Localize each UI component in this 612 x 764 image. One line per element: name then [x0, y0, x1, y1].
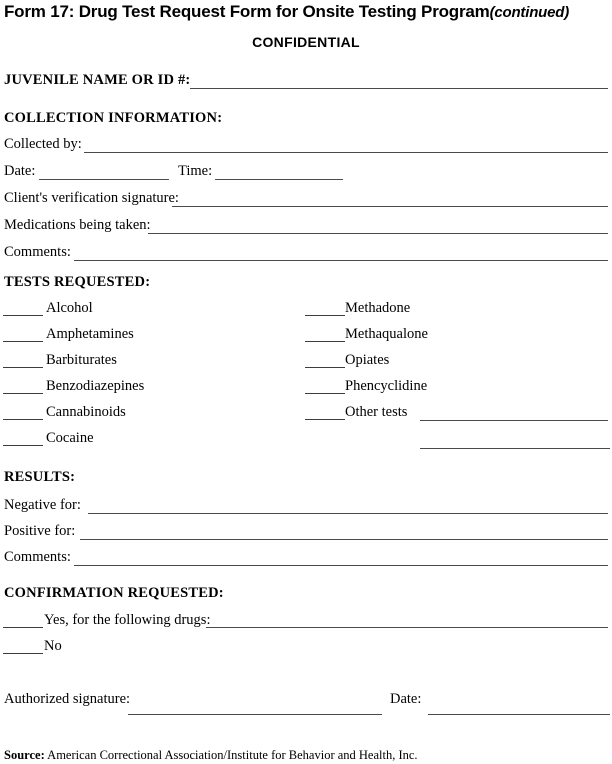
tests-requested-heading: TESTS REQUESTED:	[4, 274, 151, 290]
client-verification-signature-input[interactable]	[172, 206, 608, 207]
test-label-cocaine: Cocaine	[46, 430, 94, 446]
positive-for-input[interactable]	[80, 539, 608, 540]
test-label-benzodiazepines: Benzodiazepines	[46, 378, 145, 394]
medications-label: Medications being taken:	[4, 217, 151, 233]
juvenile-name-input[interactable]	[190, 88, 608, 89]
negative-for-label: Negative for:	[4, 497, 81, 513]
test-checkbox-phencyclidine[interactable]	[305, 393, 345, 394]
source-note	[4, 748, 418, 763]
results-comments-label: Comments:	[4, 549, 71, 565]
confirmation-requested-heading: CONFIRMATION REQUESTED:	[4, 585, 224, 601]
test-checkbox-methadone[interactable]	[305, 315, 345, 316]
test-checkbox-opiates[interactable]	[305, 367, 345, 368]
source-prefix: Source:	[4, 748, 45, 762]
test-label-amphetamines: Amphetamines	[46, 326, 134, 342]
collection-time-label: Time:	[178, 163, 213, 179]
test-label-opiates: Opiates	[345, 352, 390, 368]
confirmation-label-no: No	[44, 638, 62, 654]
results-comments-input[interactable]	[74, 565, 608, 566]
collected-by-label: Collected by:	[4, 136, 82, 152]
test-label-barbiturates: Barbiturates	[46, 352, 117, 368]
authorized-signature-input[interactable]	[128, 714, 382, 715]
other-tests-input-2[interactable]	[420, 448, 610, 449]
confirmation-label-yes: Yes, for the following drugs:	[44, 612, 211, 628]
test-label-cannabinoids: Cannabinoids	[46, 404, 126, 420]
form-title-text: Form 17: Drug Test Request Form for Onsite Testing Program	[4, 2, 490, 21]
source-text: American Correctional Association/Institute for Behavior and Health, Inc.	[44, 748, 418, 762]
confirmation-checkbox-no[interactable]	[3, 653, 43, 654]
test-label-methaqualone: Methaqualone	[345, 326, 428, 342]
test-label-methadone: Methadone	[345, 300, 411, 316]
test-label-phencyclidine: Phencyclidine	[345, 378, 428, 394]
confirmation-drugs-input[interactable]	[206, 627, 608, 628]
negative-for-input[interactable]	[88, 513, 608, 514]
test-label-other-tests: Other tests	[345, 404, 408, 420]
juvenile-name-label: JUVENILE NAME OR ID #:	[4, 72, 191, 88]
test-checkbox-other-tests[interactable]	[305, 419, 345, 420]
other-tests-input-1[interactable]	[420, 420, 608, 421]
results-heading: RESULTS:	[4, 469, 76, 485]
test-checkbox-cocaine[interactable]	[3, 445, 43, 446]
collected-by-input[interactable]	[84, 152, 608, 153]
collection-date-label: Date:	[4, 163, 36, 179]
test-checkbox-benzodiazepines[interactable]	[3, 393, 43, 394]
test-label-alcohol: Alcohol	[46, 300, 93, 316]
test-checkbox-cannabinoids[interactable]	[3, 419, 43, 420]
collection-time-input[interactable]	[215, 179, 343, 180]
authorization-date-input[interactable]	[428, 714, 610, 715]
page-title	[4, 2, 608, 22]
test-checkbox-barbiturates[interactable]	[3, 367, 43, 368]
collection-information-heading: COLLECTION INFORMATION:	[4, 110, 223, 126]
positive-for-label: Positive for:	[4, 523, 76, 539]
collection-comments-input[interactable]	[74, 260, 608, 261]
collection-date-input[interactable]	[39, 179, 169, 180]
test-checkbox-methaqualone[interactable]	[305, 341, 345, 342]
authorization-date-label: Date:	[390, 691, 422, 707]
client-verification-signature-label: Client's verification signature:	[4, 190, 179, 206]
test-checkbox-alcohol[interactable]	[3, 315, 43, 316]
confirmation-checkbox-yes[interactable]	[3, 627, 43, 628]
form-title-continued: (continued)	[489, 4, 570, 21]
test-checkbox-amphetamines[interactable]	[3, 341, 43, 342]
medications-input[interactable]	[148, 233, 608, 234]
confidential-banner: CONFIDENTIAL	[252, 34, 360, 50]
authorized-signature-label: Authorized signature:	[4, 691, 131, 707]
collection-comments-label: Comments:	[4, 244, 71, 260]
